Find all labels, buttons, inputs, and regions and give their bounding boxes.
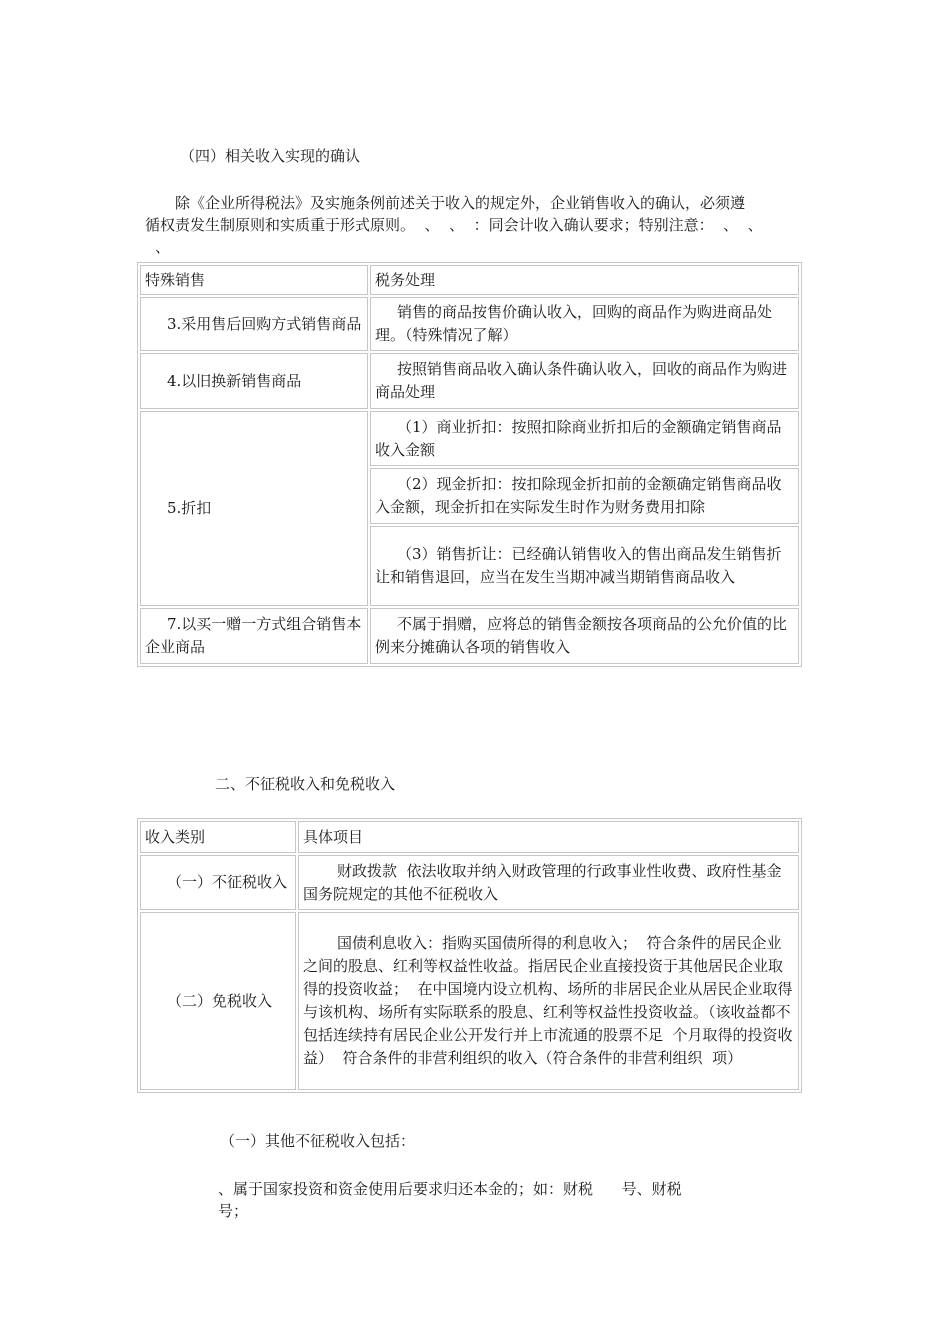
table-cell: 按照销售商品收入确认条件确认收入，回收的商品作为购进商品处理 (370, 353, 799, 409)
table-cell: 3.采用售后回购方式销售商品 (140, 297, 368, 351)
special-sales-table (137, 262, 802, 667)
table-cell: 不属于捐赠，应将总的销售金额按各项商品的公允价值的比例来分摊确认各项的销售收入 (370, 608, 799, 664)
paragraph-line: 、 (155, 238, 171, 256)
table-row (140, 608, 799, 664)
table-cell: （3）销售折让：已经确认销售收入的售出商品发生销售折让和销售退回，应当在发生当期冲减当期销售商品收入 (370, 526, 799, 606)
table-row (140, 411, 799, 466)
table-cell: 财政拨款 依法收取并纳入财政管理的行政事业性收费、政府性基金 国务院规定的其他不征税收入 (298, 855, 799, 910)
section2-heading: 二、不征税收入和免税收入 (215, 775, 396, 793)
table-header-cell: 特殊销售 (140, 265, 368, 295)
table-header-row (140, 821, 799, 853)
other-income-item (218, 1178, 798, 1222)
table-cell: 国债利息收入：指购买国债所得的利息收入； 符合条件的居民企业之间的股息、红利等权益性收益。指居民企业直接投资于其他居民企业取得的投资收益； 在中国境内设立机构、场所的非居民企业从居民企业取得与该机构、场所有实际联系的股息、红利等权益性投资收益。（该收益都不包括连续持有居民企业公开发行并上市流通的股票不足 个月取得的投资收益） 符合条件的非营利组织的收入（符合条件的非营利组织 项） (298, 912, 799, 1090)
income-category-table (137, 818, 802, 1093)
table-cell: 7.以买一赠一方式组合销售本企业商品 (140, 608, 368, 664)
table-cell: 销售的商品按售价确认收入，回购的商品作为购进商品处理。（特殊情况了解） (370, 297, 799, 351)
other-income-heading: （一）其他不征税收入包括： (220, 1132, 416, 1150)
section4-paragraph (145, 192, 815, 258)
table-cell: （1）商业折扣：按照扣除商业折扣后的金额确定销售商品收入金额 (370, 411, 799, 466)
table-row (140, 855, 799, 910)
table-header-row (140, 265, 799, 295)
table-cell: （2）现金折扣：按扣除现金折扣前的金额确定销售商品收入金额，现金折扣在实际发生时作为财务费用扣除 (370, 468, 799, 524)
table-cell: （二）免税收入 (140, 912, 296, 1090)
table-row (140, 912, 799, 1090)
table-cell: 4.以旧换新销售商品 (140, 353, 368, 409)
table-cell: （一）不征税收入 (140, 855, 296, 910)
table-row (140, 297, 799, 351)
paragraph-line: 除《企业所得税法》及实施条例前述关于收入的规定外，企业销售收入的确认，必须遵 (175, 194, 746, 212)
table-header-cell: 收入类别 (140, 821, 296, 853)
table-cell: 5.折扣 (140, 411, 368, 606)
paragraph-line: 循权责发生制原则和实质重于形式原则。 、 、 ：同会计收入确认要求；特别注意： 、 、 (145, 216, 763, 234)
section4-heading: （四）相关收入实现的确认 (180, 147, 361, 165)
item-line: 号； (218, 1202, 249, 1220)
table-row (140, 353, 799, 409)
table-header-cell: 税务处理 (370, 265, 799, 295)
item-line: 、属于国家投资和资金使用后要求归还本金的；如：财税 号、财税 (218, 1180, 682, 1198)
table-header-cell: 具体项目 (298, 821, 799, 853)
